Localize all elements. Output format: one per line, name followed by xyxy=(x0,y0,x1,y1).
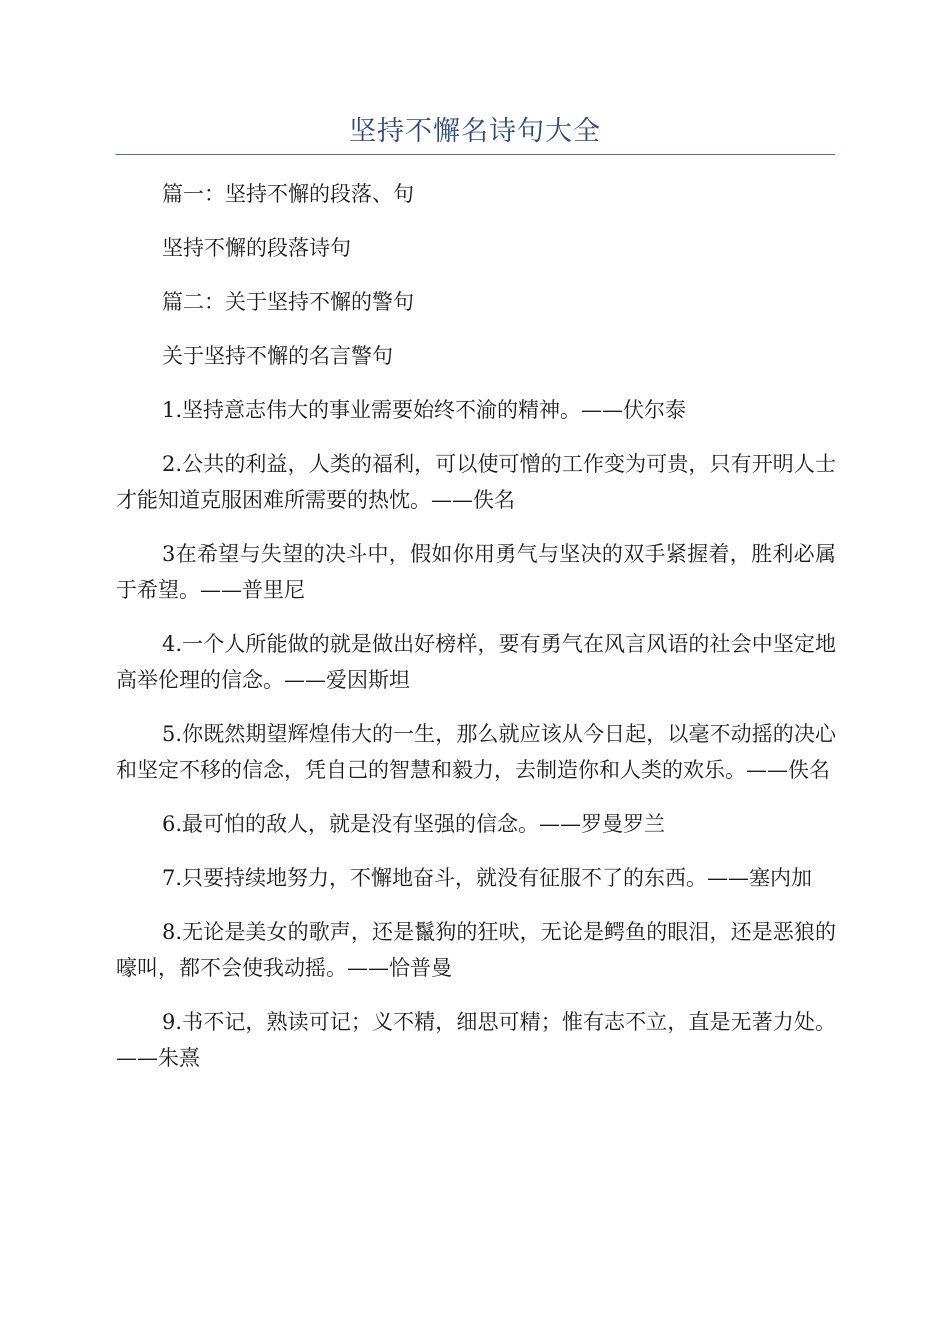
quote-item: 2.公共的利益，人类的福利，可以使可憎的工作变为可贵，只有开明人士才能知道克服困难所需要的热忱。——佚名 xyxy=(116,452,836,512)
document-body xyxy=(116,176,836,1094)
quote-item: 8.无论是美女的歌声，还是鬣狗的狂吠，无论是鳄鱼的眼泪，还是恶狼的嚎叫，都不会使我动摇。——恰普曼 xyxy=(116,920,836,980)
quote-item: 4.一个人所能做的就是做出好榜样，要有勇气在风言风语的社会中坚定地高举伦理的信念。——爱因斯坦 xyxy=(116,632,836,692)
paragraph: 坚持不懈的段落诗句 xyxy=(162,236,351,260)
quote-item: 6.最可怕的敌人，就是没有坚强的信念。——罗曼罗兰 xyxy=(162,812,666,836)
heading-part-one: 篇一：坚持不懈的段落、句 xyxy=(162,182,414,206)
heading-part-two: 篇二：关于坚持不懈的警句 xyxy=(162,290,414,314)
quote-item: 1.坚持意志伟大的事业需要始终不渝的精神。——伏尔泰 xyxy=(162,398,687,422)
quote-item: 9.书不记，熟读可记；义不精，细思可精；惟有志不立，直是无著力处。——朱熹 xyxy=(116,1010,836,1070)
title-underline xyxy=(116,154,835,155)
quote-item: 5.你既然期望辉煌伟大的一生，那么就应该从今日起，以毫不动摇的决心和坚定不移的信念，凭自己的智慧和毅力，去制造你和人类的欢乐。——佚名 xyxy=(116,722,836,782)
paragraph: 关于坚持不懈的名言警句 xyxy=(162,344,393,368)
document-title: 坚持不懈名诗句大全 xyxy=(349,116,601,147)
quote-item: 3在希望与失望的决斗中，假如你用勇气与坚决的双手紧握着，胜利必属于希望。——普里尼 xyxy=(116,542,836,602)
quote-item: 7.只要持续地努力，不懈地奋斗，就没有征服不了的东西。——塞内加 xyxy=(162,866,813,890)
